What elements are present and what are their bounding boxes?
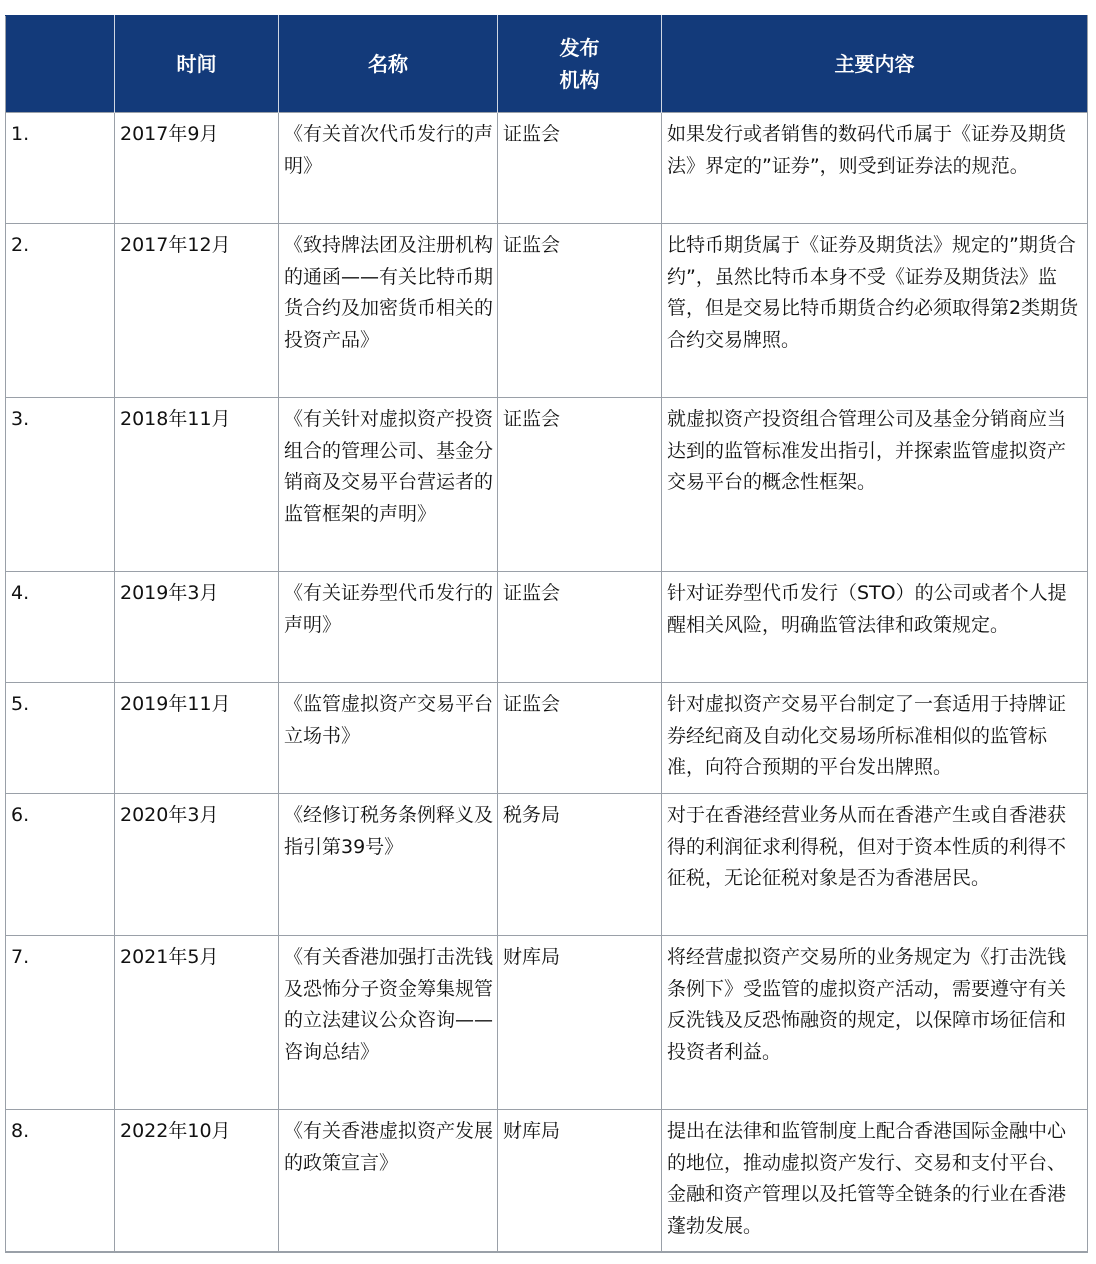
cell-date: 2018年11月 xyxy=(115,398,279,572)
cell-date: 2017年12月 xyxy=(115,224,279,398)
header-content: 主要内容 xyxy=(662,16,1088,113)
cell-publisher: 证监会 xyxy=(498,572,662,683)
cell-publisher: 证监会 xyxy=(498,398,662,572)
cell-index: 3. xyxy=(6,398,115,572)
cell-date: 2021年5月 xyxy=(115,936,279,1110)
table-row xyxy=(6,794,1088,936)
cell-content: 就虚拟资产投资组合管理公司及基金分销商应当达到的监管标准发出指引，并探索监管虚拟资产交易平台的概念性框架。 xyxy=(662,398,1088,572)
cell-publisher: 证监会 xyxy=(498,224,662,398)
cell-index: 1. xyxy=(6,113,115,224)
table-row xyxy=(6,683,1088,794)
cell-content: 提出在法律和监管制度上配合香港国际金融中心的地位，推动虚拟资产发行、交易和支付平台、金融和资产管理以及托管等全链条的行业在香港蓬勃发展。 xyxy=(662,1110,1088,1252)
cell-publisher: 财库局 xyxy=(498,1110,662,1252)
cell-date: 2019年11月 xyxy=(115,683,279,794)
policy-table-container xyxy=(5,15,1087,1253)
cell-publisher: 财库局 xyxy=(498,936,662,1110)
cell-content: 比特币期货属于《证券及期货法》规定的”期货合约”，虽然比特币本身不受《证券及期货法》监管，但是交易比特币期货合约必须取得第2类期货合约交易牌照。 xyxy=(662,224,1088,398)
table-header-row xyxy=(6,16,1088,113)
cell-index: 6. xyxy=(6,794,115,936)
cell-content: 针对证券型代币发行（STO）的公司或者个人提醒相关风险，明确监管法律和政策规定。 xyxy=(662,572,1088,683)
table-row xyxy=(6,572,1088,683)
cell-index: 2. xyxy=(6,224,115,398)
cell-title: 《有关针对虚拟资产投资组合的管理公司、基金分销商及交易平台营运者的监管框架的声明》 xyxy=(279,398,498,572)
header-publisher-label: 发布 机构 xyxy=(559,36,600,92)
cell-title: 《经修订税务条例释义及指引第39号》 xyxy=(279,794,498,936)
cell-index: 8. xyxy=(6,1110,115,1252)
cell-content: 将经营虚拟资产交易所的业务规定为《打击洗钱条例下》受监管的虚拟资产活动，需要遵守有关反洗钱及反恐怖融资的规定，以保障市场征信和投资者利益。 xyxy=(662,936,1088,1110)
header-time: 时间 xyxy=(115,16,279,113)
header-name: 名称 xyxy=(279,16,498,113)
table-row xyxy=(6,936,1088,1110)
cell-title: 《有关首次代币发行的声明》 xyxy=(279,113,498,224)
cell-content: 针对虚拟资产交易平台制定了一套适用于持牌证券经纪商及自动化交易场所标准相似的监管标准，向符合预期的平台发出牌照。 xyxy=(662,683,1088,794)
cell-title: 《有关香港加强打击洗钱及恐怖分子资金筹集规管的立法建议公众咨询——咨询总结》 xyxy=(279,936,498,1110)
header-publisher xyxy=(498,16,662,113)
cell-date: 2017年9月 xyxy=(115,113,279,224)
cell-publisher: 证监会 xyxy=(498,683,662,794)
table-row xyxy=(6,113,1088,224)
cell-title: 《监管虚拟资产交易平台立场书》 xyxy=(279,683,498,794)
cell-title: 《有关香港虚拟资产发展的政策宣言》 xyxy=(279,1110,498,1252)
table-row xyxy=(6,398,1088,572)
cell-content: 对于在香港经营业务从而在香港产生或自香港获得的利润征求利得税，但对于资本性质的利得不征税，无论征税对象是否为香港居民。 xyxy=(662,794,1088,936)
cell-index: 5. xyxy=(6,683,115,794)
cell-content: 如果发行或者销售的数码代币属于《证券及期货法》界定的”证券”，则受到证券法的规范。 xyxy=(662,113,1088,224)
table-row xyxy=(6,224,1088,398)
cell-index: 7. xyxy=(6,936,115,1110)
cell-index: 4. xyxy=(6,572,115,683)
cell-title: 《有关证券型代币发行的声明》 xyxy=(279,572,498,683)
cell-title: 《致持牌法团及注册机构的通函——有关比特币期货合约及加密货币相关的投资产品》 xyxy=(279,224,498,398)
header-index xyxy=(6,16,115,113)
table-row xyxy=(6,1110,1088,1252)
cell-date: 2020年3月 xyxy=(115,794,279,936)
policy-table xyxy=(5,15,1088,1253)
cell-publisher: 证监会 xyxy=(498,113,662,224)
cell-date: 2019年3月 xyxy=(115,572,279,683)
cell-date: 2022年10月 xyxy=(115,1110,279,1252)
cell-publisher: 税务局 xyxy=(498,794,662,936)
